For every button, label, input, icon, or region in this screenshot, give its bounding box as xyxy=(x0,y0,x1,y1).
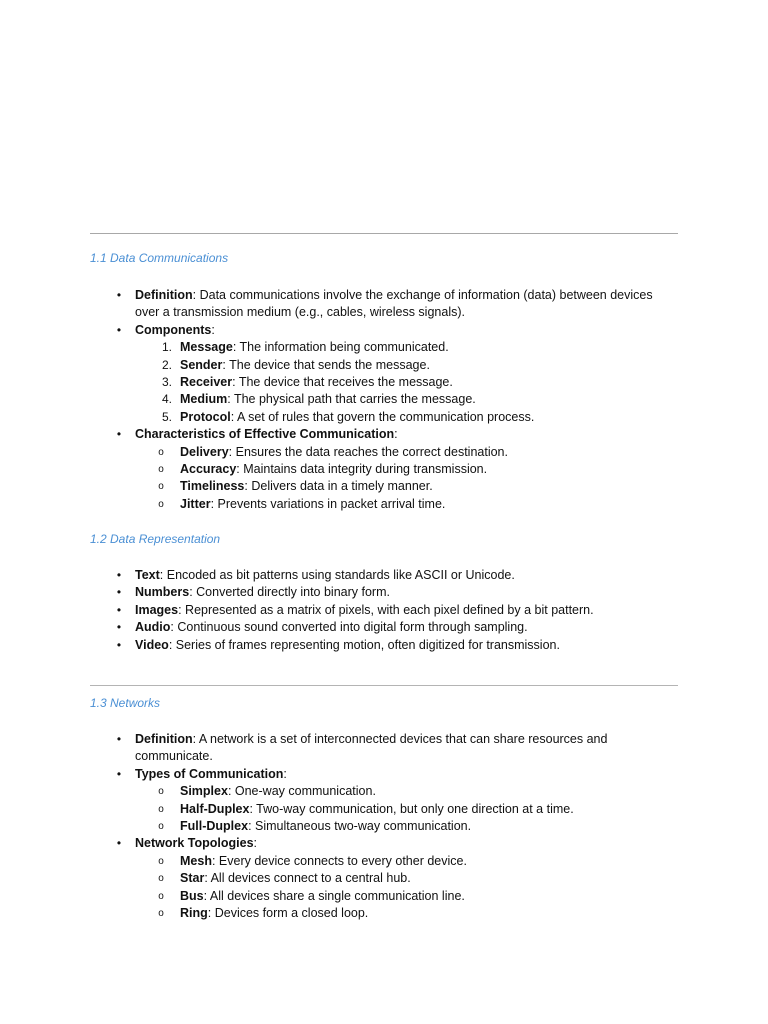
item-text: : Maintains data integrity during transmission. xyxy=(236,462,488,477)
item-text: : A set of rules that govern the communication process. xyxy=(230,409,535,424)
bullet-icon: • xyxy=(116,766,122,781)
list-item-definition xyxy=(0,287,675,322)
circle-bullet-icon: o xyxy=(158,821,164,833)
item-number: 1. xyxy=(161,340,172,355)
item-term: Timeliness xyxy=(180,479,245,494)
item-term: Text xyxy=(135,568,160,582)
bullet-icon: • xyxy=(116,602,122,617)
circle-bullet-icon: o xyxy=(158,890,164,902)
item-term: Definition xyxy=(135,288,193,302)
list-item-star xyxy=(0,870,675,887)
list-item-delivery xyxy=(0,444,675,461)
item-text: : xyxy=(394,427,398,442)
item-text: : All devices share a single communication line. xyxy=(203,888,465,903)
item-term: Sender xyxy=(180,357,223,372)
circle-bullet-icon: o xyxy=(158,464,164,476)
item-text: : Continuous sound converted into digital form through sampling. xyxy=(170,620,528,635)
list-item-sender xyxy=(0,357,675,374)
list-item-mesh xyxy=(0,853,675,870)
list-item-bus xyxy=(0,888,675,905)
item-term: Images xyxy=(135,602,179,617)
list-item-medium xyxy=(0,391,675,408)
list-item-protocol xyxy=(0,409,675,426)
list-item-network-definition xyxy=(0,731,675,766)
bullet-icon: • xyxy=(116,568,122,582)
item-text: : All devices connect to a central hub. xyxy=(204,871,411,886)
item-term: Video xyxy=(135,637,169,652)
list-item-components xyxy=(0,322,675,339)
horizontal-rule-middle xyxy=(90,685,678,686)
item-text: : Two-way communication, but only one direction at a time. xyxy=(249,801,574,816)
item-text: : Represented as a matrix of pixels, with each pixel defined by a bit pattern. xyxy=(178,602,594,617)
bullet-icon: • xyxy=(116,427,122,442)
item-term: Delivery xyxy=(180,444,229,459)
item-term: Star xyxy=(180,871,205,886)
bullet-icon: • xyxy=(116,288,122,302)
item-number: 4. xyxy=(161,392,172,407)
item-term: Types of Communication xyxy=(135,766,284,781)
data-representation-list xyxy=(0,567,768,654)
item-term: Simplex xyxy=(180,784,228,799)
section-heading-data-representation: 1.2 Data Representation xyxy=(90,532,221,546)
section-heading-networks: 1.3 Networks xyxy=(90,696,161,710)
item-text: : Prevents variations in packet arrival time. xyxy=(210,496,446,511)
item-text: : Simultaneous two-way communication. xyxy=(248,819,472,834)
item-term: Network Topologies xyxy=(135,836,254,851)
item-text: : Ensures the data reaches the correct destination. xyxy=(228,444,508,459)
item-term: Jitter xyxy=(180,496,211,511)
circle-bullet-icon: o xyxy=(158,803,164,815)
item-text: : xyxy=(283,766,287,781)
item-number: 3. xyxy=(161,375,172,390)
circle-bullet-icon: o xyxy=(158,873,164,885)
item-number: 5. xyxy=(161,409,172,424)
item-text: : Data communications involve the exchange of information (data) between devices over a transmission medium (e.g., cables, wireless signals). xyxy=(135,288,653,320)
circle-bullet-icon: o xyxy=(158,446,164,458)
list-item-simplex xyxy=(0,783,675,800)
item-text: : One-way communication. xyxy=(227,784,376,799)
list-item-audio xyxy=(0,619,675,636)
item-text: : The device that receives the message. xyxy=(232,375,453,390)
item-term: Components xyxy=(135,322,212,337)
bullet-icon: • xyxy=(116,322,122,337)
item-term: Full-Duplex xyxy=(180,819,249,834)
circle-bullet-icon: o xyxy=(158,498,164,510)
item-term: Numbers xyxy=(135,585,190,600)
item-term: Characteristics of Effective Communication xyxy=(135,427,395,442)
list-item-full-duplex xyxy=(0,818,675,835)
item-term: Mesh xyxy=(180,853,212,868)
list-item-numbers xyxy=(0,584,675,601)
item-text: : Converted directly into binary form. xyxy=(189,585,390,600)
list-item-timeliness xyxy=(0,478,675,495)
bullet-icon: • xyxy=(116,637,122,652)
horizontal-rule-top xyxy=(90,233,678,234)
list-item-message xyxy=(0,339,675,356)
list-item-types-of-communication xyxy=(0,766,675,783)
item-term: Protocol xyxy=(180,409,231,424)
circle-bullet-icon: o xyxy=(158,855,164,867)
bullet-icon: • xyxy=(116,732,122,746)
bullet-icon: • xyxy=(116,585,122,600)
item-term: Half-Duplex xyxy=(180,801,250,816)
item-text: : Series of frames representing motion, often digitized for transmission. xyxy=(168,637,560,652)
circle-bullet-icon: o xyxy=(158,908,164,920)
item-text: : xyxy=(211,322,215,337)
section-heading-data-communications: 1.1 Data Communications xyxy=(90,251,229,265)
list-item-network-topologies xyxy=(0,835,675,852)
circle-bullet-icon: o xyxy=(158,481,164,493)
list-item-text xyxy=(0,567,675,584)
item-text: : Delivers data in a timely manner. xyxy=(244,479,433,494)
list-item-jitter xyxy=(0,496,675,513)
list-item-ring xyxy=(0,905,675,922)
item-text: : xyxy=(253,836,258,851)
bullet-icon: • xyxy=(116,836,122,851)
item-term: Audio xyxy=(135,620,171,635)
item-text: : The device that sends the message. xyxy=(222,357,430,372)
data-communications-list xyxy=(0,287,768,513)
item-term: Definition xyxy=(135,732,193,746)
item-term: Accuracy xyxy=(180,462,237,477)
list-item-half-duplex xyxy=(0,801,675,818)
list-item-video xyxy=(0,637,675,654)
item-number: 2. xyxy=(161,357,172,372)
circle-bullet-icon: o xyxy=(158,786,164,798)
item-text: : Every device connects to every other device. xyxy=(211,853,467,868)
item-term: Ring xyxy=(180,906,208,921)
item-term: Message xyxy=(180,340,233,355)
item-term: Bus xyxy=(180,888,204,903)
list-item-characteristics xyxy=(0,426,675,443)
list-item-receiver xyxy=(0,374,675,391)
item-text: : Encoded as bit patterns using standards like ASCII or Unicode. xyxy=(159,568,515,582)
item-text: : The physical path that carries the message. xyxy=(227,392,476,407)
item-text: : The information being communicated. xyxy=(232,340,449,355)
networks-list xyxy=(0,731,768,922)
item-text: : Devices form a closed loop. xyxy=(207,906,369,921)
item-term: Receiver xyxy=(180,375,233,390)
list-item-images xyxy=(0,602,675,619)
bullet-icon: • xyxy=(116,620,122,635)
list-item-accuracy xyxy=(0,461,675,478)
item-term: Medium xyxy=(180,392,228,407)
item-text: : A network is a set of interconnected devices that can share resources and communicate. xyxy=(135,732,608,764)
